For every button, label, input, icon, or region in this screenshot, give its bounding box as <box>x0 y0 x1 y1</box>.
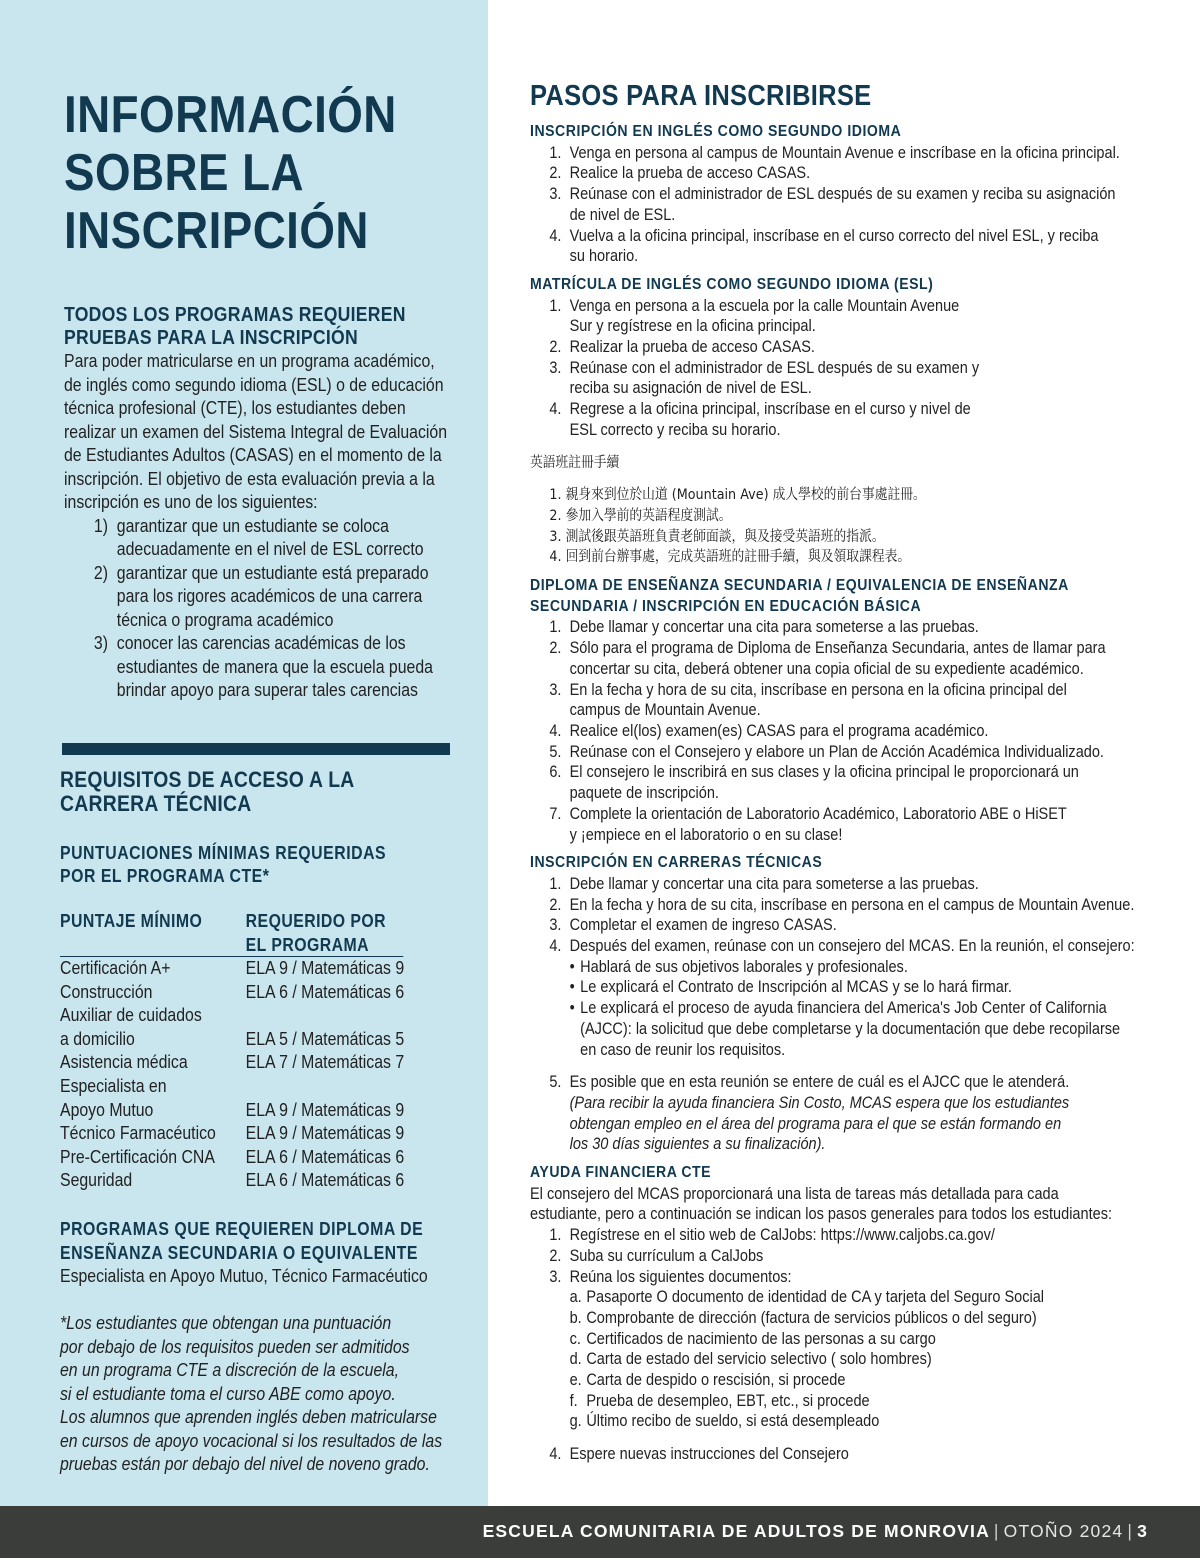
chinese-steps <box>549 485 1146 568</box>
financial-aid-steps <box>549 1225 1146 1465</box>
table-row: Certificación A+ ELA 9 / Matemáticas 9 <box>60 958 405 978</box>
column-header-required: REQUERIDO POR EL PROGRAMA <box>245 911 387 955</box>
footer-text <box>483 1520 1148 1542</box>
page-footer <box>0 1506 1200 1558</box>
careers-steps <box>549 874 1146 1155</box>
list-item: f. Prueba de desempleo, EBT, etc., si procede <box>569 1391 870 1410</box>
financial-aid-heading: AYUDA FINANCIERA CTE <box>530 1164 712 1182</box>
assessment-purpose-list <box>94 515 469 703</box>
list-item: 2) garantizar que un estudiante está preparado para los rigores académicos de una carrera técnica o programa académico <box>93 562 429 630</box>
esl-enrollment-heading: INSCRIPCIÓN EN INGLÉS COMO SEGUNDO IDIOMA <box>530 123 902 140</box>
list-item: 7. Complete la orientación de Laboratorio Académico, Laboratorio ABE o HiSET y ¡empiece en el laboratorio o en su clase! <box>549 804 1067 844</box>
list-item: • Hablará de sus objetivos laborales y profesionales. <box>570 957 1146 978</box>
list-item: 2. 參加入學前的英語程度測試。 <box>549 507 732 524</box>
list-item: 1. Regístrese en el sitio web de CalJobs: https://www.caljobs.ca.gov/ <box>549 1226 995 1245</box>
diploma-programs-heading: PROGRAMAS QUE REQUIEREN DIPLOMA DE ENSEÑANZA SECUNDARIA O EQUIVALENTE <box>60 1219 424 1263</box>
list-item: 2. En la fecha y hora de su cita, inscríbase en persona en el campus de Mountain Avenue. <box>549 895 1135 914</box>
list-item: • Le explicará el proceso de ayuda financiera del America's Job Center of California (AJCC): la solicitud que debe completarse y la documentación que debe recopilarse en caso de reunir los requisitos. <box>570 998 1146 1060</box>
esl-registration-heading: MATRÍCULA DE INGLÉS COMO SEGUNDO IDIOMA (ESL) <box>530 275 934 293</box>
list-item: • Le explicará el Contrato de Inscripción al MCAS y se lo hará firmar. <box>570 977 1146 998</box>
list-item: g. Último recibo de sueldo, si está desempleado <box>569 1412 880 1431</box>
list-item: 5. Es posible que en esta reunión se entere de cuál es el AJCC que le atenderá. (Para recibir la ayuda financiera Sin Costo, MCAS espera que los estudiantes obtengan empleo en el área del programa para el que se están formando en los 30 días siguientes a su finalización). <box>549 1073 1070 1154</box>
list-item: 3. Completar el examen de ingreso CASAS. <box>549 916 837 935</box>
list-item: 4. 回到前台辦事處，完成英語班的註冊手續，與及領取課程表。 <box>549 549 911 566</box>
testing-requirement-body: Para poder matricularse en un programa académico, de inglés como segundo idioma (ESL) o de educación técnica profesional (CTE), los estudiantes deben realizar un examen del Sistema Integral de Evaluación de Estudiantes Adultos (CASAS) en el momento de la inscripción. El objetivo de esta evaluación previa a la inscripción es uno de los siguientes: 1) garantizar que un estudiante se coloca adecuadamente en el nivel de ESL correcto 2) garantizar que un estudiante está preparado para los rigores académicos de una carrera técnica o programa académico 3) conocer las carencias académicas de los estudiantes de manera que la escuela pueda brindar apoyo para superar tales carencias <box>64 350 469 703</box>
minimum-scores-table <box>60 910 403 1193</box>
esl-enrollment-steps <box>549 143 1146 267</box>
list-item: 3) conocer las carencias académicas de los estudiantes de manera que la escuela pueda brindar apoyo para superar tales carencias <box>93 633 433 700</box>
list-item: 2. Realizar la prueba de acceso CASAS. <box>549 338 815 357</box>
left-column <box>0 0 488 1506</box>
enrollment-steps <box>530 80 1146 1465</box>
page-title: INFORMACIÓN SOBRE LA INSCRIPCIÓN <box>64 86 397 260</box>
list-item: b. Comprobante de dirección (factura de servicios públicos o del seguro) <box>569 1308 1037 1327</box>
table-row: Asistencia médica ELA 7 / Matemáticas 7 <box>60 1052 405 1073</box>
list-item: 3. Reúnase con el administrador de ESL después de su examen y reciba su asignación de nivel de ESL. <box>549 185 1116 224</box>
list-item: 1. 親身來到位於山道 (Mountain Ave) 成人學校的前台事處註冊。 <box>549 487 926 504</box>
column-header-minimum-score: PUNTAJE MÍNIMO <box>60 911 203 931</box>
list-item: 4. Regrese a la oficina principal, inscríbase en el curso y nivel de ESL correcto y reciba su horario. <box>549 400 971 439</box>
list-item: 3. Reúnase con el administrador de ESL después de su examen y reciba su asignación de nivel de ESL. <box>549 358 980 398</box>
esl-registration-steps <box>549 296 1146 441</box>
list-item: 2. Suba su currículum a CalJobs <box>549 1246 764 1265</box>
section-divider <box>62 743 450 755</box>
list-item: 3. En la fecha y hora de su cita, inscríbase en persona en la oficina principal del campus de Mountain Avenue. <box>549 680 1067 720</box>
documents-list <box>570 1287 1146 1432</box>
chinese-heading: 英語班註冊手續 <box>530 454 620 471</box>
table-row: Pre-Certificación CNA ELA 6 / Matemáticas 6 <box>60 1146 405 1167</box>
list-item: 1. Venga en persona a la escuela por la calle Mountain Avenue Sur y regístrese en la oficina principal. <box>549 296 960 336</box>
table-row: Especialista en Apoyo Mutuo ELA 9 / Matemáticas 9 <box>60 1075 405 1120</box>
footnote: *Los estudiantes que obtengan una puntuación por debajo de los requisitos pueden ser admitidos en un programa CTE a discreción de la escuela, si el estudiante toma el curso ABE como apoyo. Los alumnos que aprenden inglés deben matricularse en cursos de apoyo vocacional si los resultados de las pruebas están por debajo del nivel de noveno grado. <box>60 1313 443 1474</box>
list-item: c. Certificados de nacimiento de las personas a su cargo <box>569 1329 936 1348</box>
footer-separator: | <box>1127 1521 1134 1541</box>
table-row: Auxiliar de cuidados a domicilio ELA 5 / Matemáticas 5 <box>60 1005 405 1049</box>
footer-separator: | <box>993 1521 1000 1541</box>
list-item: 4. Vuelva a la oficina principal, inscríbase en el curso correcto del nivel ESL, y reciba su horario. <box>549 226 1099 266</box>
careers-heading: INSCRIPCIÓN EN CARRERAS TÉCNICAS <box>530 854 823 872</box>
footer-season: OTOÑO 2024 <box>1003 1521 1124 1541</box>
table-header <box>60 910 403 957</box>
testing-requirement-heading: TODOS LOS PROGRAMAS REQUIEREN PRUEBAS PARA LA INSCRIPCIÓN <box>64 304 406 349</box>
page-number: 3 <box>1137 1521 1148 1541</box>
list-item: 2. Sólo para el programa de Diploma de Enseñanza Secundaria, antes de llamar para concertar su cita, deberá obtener una copia oficial de su expediente académico. <box>549 639 1106 678</box>
diploma-heading: DIPLOMA DE ENSEÑANZA SECUNDARIA / EQUIVALENCIA DE ENSEÑANZA SECUNDARIA / INSCRIPCIÓN EN EDUCACIÓN BÁSICA <box>530 577 1069 615</box>
steps-title: PASOS PARA INSCRIBIRSE <box>530 80 872 112</box>
table-row: Construcción ELA 6 / Matemáticas 6 <box>60 981 405 1002</box>
diploma-steps <box>549 617 1146 845</box>
cte-requirements-heading: REQUISITOS DE ACCESO A LA CARRERA TÉCNICA <box>60 767 355 816</box>
list-item: 1. Debe llamar y concertar una cita para someterse a las pruebas. <box>549 618 979 637</box>
list-item: 1) garantizar que un estudiante se coloca adecuadamente en el nivel de ESL correcto <box>93 515 424 559</box>
list-item: 4. Realice el(los) examen(es) CASAS para el programa académico. <box>549 721 989 740</box>
table-row: Técnico Farmacéutico ELA 9 / Matemáticas 9 <box>60 1123 405 1144</box>
minimum-scores-heading: PUNTUACIONES MÍNIMAS REQUERIDAS POR EL PROGRAMA CTE* <box>60 843 387 886</box>
list-item: d. Carta de estado del servicio selectivo ( solo hombres) <box>569 1350 932 1369</box>
list-item: 6. El consejero le inscribirá en sus clases y la oficina principal le proporcionará un paquete de inscripción. <box>549 763 1079 803</box>
financial-aid-intro: El consejero del MCAS proporcionará una lista de tareas más detallada para cada estudiante, pero a continuación se indican los pasos generales para todos los estudiantes: <box>530 1184 1112 1224</box>
list-item: e. Carta de despido o rescisión, si procede <box>569 1371 846 1390</box>
list-item: 1. Debe llamar y concertar una cita para someterse a las pruebas. <box>549 874 979 893</box>
list-item: 4. Espere nuevas instrucciones del Consejero <box>549 1445 849 1464</box>
table-row: Seguridad ELA 6 / Matemáticas 6 <box>60 1170 405 1191</box>
list-item: 2. Realice la prueba de acceso CASAS. <box>549 164 811 183</box>
list-item: 4. Después del examen, reúnase con un consejero del MCAS. En la reunión, el consejero: • Hablará de sus objetivos laborales y profesionales. • Le explicará el Contrato de Inscripción al MCAS y se lo hará firmar. • Le explicará el proceso de ayuda financiera del America's Job Center of California (AJCC): la solicitud que debe completarse y la documentación que debe recopilarse en caso de reunir los requisitos. <box>549 936 1146 1060</box>
list-item: 1. Venga en persona al campus de Mountain Avenue e inscríbase en la oficina principal. <box>549 143 1120 162</box>
list-item: 3. Reúna los siguientes documentos: a. Pasaporte O documento de identidad de CA y tarjeta del Seguro Social b. Comprobante de dirección (factura de servicios públicos o del seguro) c. Certificados de nacimiento de las personas a su cargo d. Carta de estado del servicio selectivo ( solo hombres) e. Carta de despido o rescisión, si procede f. Prueba de desempleo, EBT, etc., si procede g. Último recibo de sueldo, si está desempleado <box>549 1267 1146 1433</box>
school-name: ESCUELA COMUNITARIA DE ADULTOS DE MONROVIA <box>482 1521 990 1541</box>
right-column <box>488 0 1200 1506</box>
list-item: 3. 測試後跟英語班負責老師面談，與及接受英語班的指派。 <box>549 528 885 545</box>
diploma-programs-list: Especialista en Apoyo Mutuo, Técnico Farmacéutico <box>60 1266 428 1286</box>
list-item: 5. Reúnase con el Consejero y elabore un Plan de Acción Académica Individualizado. <box>549 742 1104 761</box>
counselor-bullets <box>570 957 1146 1061</box>
list-item: a. Pasaporte O documento de identidad de CA y tarjeta del Seguro Social <box>569 1288 1045 1307</box>
